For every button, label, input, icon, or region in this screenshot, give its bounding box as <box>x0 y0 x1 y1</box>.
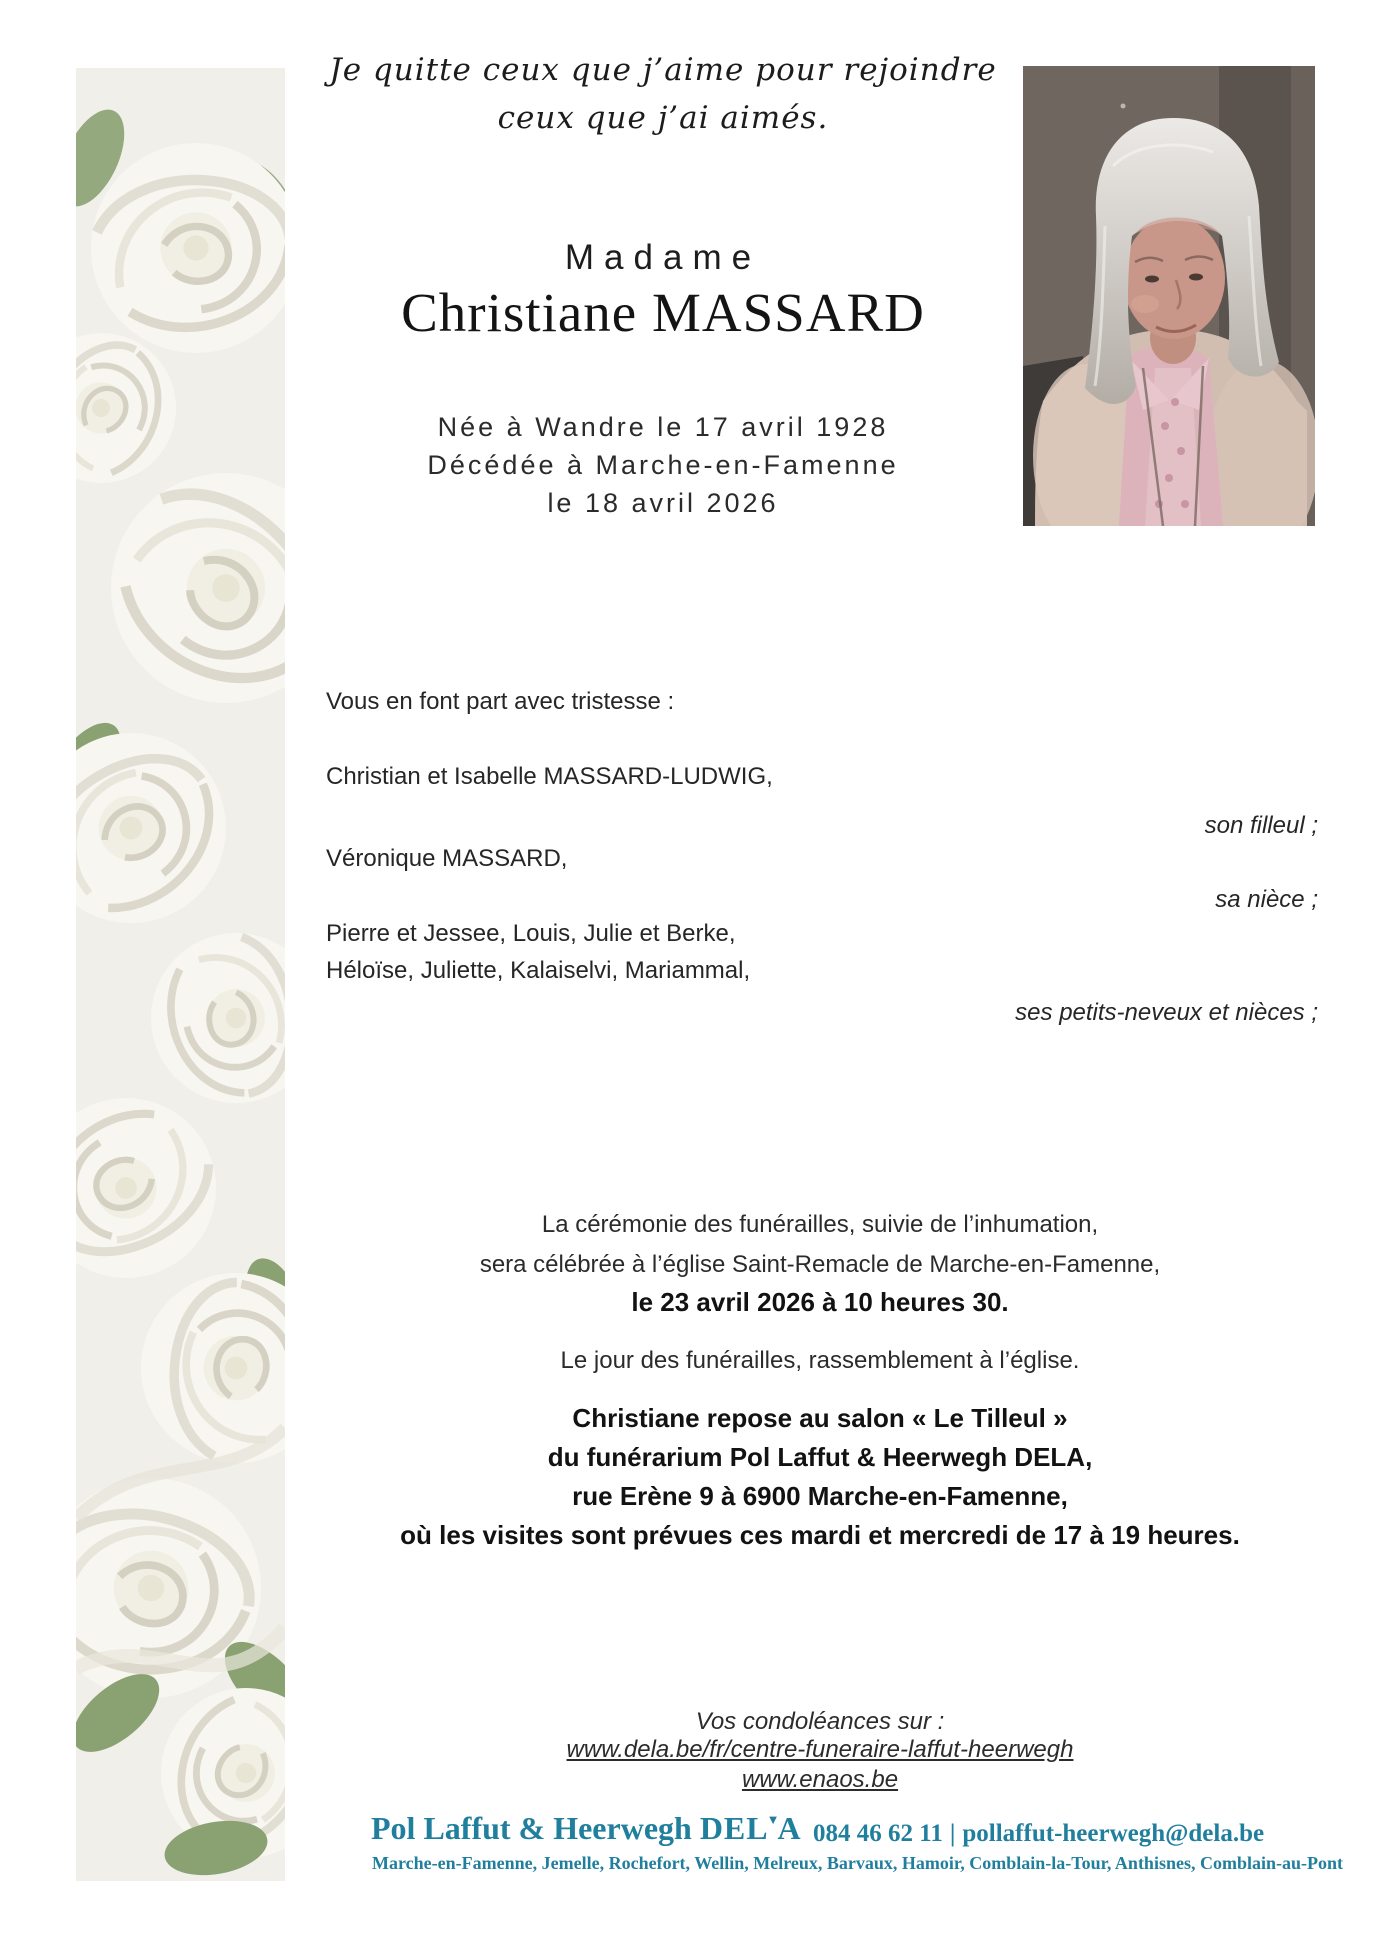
deceased-name: Christiane MASSARD <box>401 282 925 343</box>
repose-line-3: rue Erène 9 à 6900 Marche-en-Famenne, <box>572 1481 1068 1511</box>
condolences-intro: Vos condoléances sur : <box>695 1708 945 1735</box>
death-place-line: Décédée à Marche-en-Famenne <box>427 450 899 480</box>
family-names-line: Christian et Isabelle MASSARD-LUDWIG, <box>326 763 773 790</box>
brand-separator: | <box>949 1820 956 1847</box>
white-roses-illustration <box>76 68 285 1881</box>
white-roses-photo <box>76 68 285 1881</box>
quote-line-2: ceux que j’ai aimés. <box>497 100 829 136</box>
portrait-illustration <box>1023 66 1315 526</box>
repose-line-2: du funérarium Pol Laffut & Heerwegh DELA, <box>547 1442 1093 1472</box>
relation-label: ses petits-neveux et nièces ; <box>1015 999 1318 1026</box>
relation-label: son filleul ; <box>1204 812 1318 839</box>
announcement-intro: Vous en font part avec tristesse : <box>326 688 675 715</box>
memorial-quote <box>288 46 1038 142</box>
ceremony-date-line: le 23 avril 2026 à 10 heures 30. <box>631 1287 1009 1317</box>
ceremony-line-2: sera célébrée à l’église Saint-Remacle de Marche-en-Famenne, <box>479 1251 1161 1278</box>
brand-triangle-icon: ▼ <box>766 1812 780 1827</box>
condolence-link-enaos[interactable] <box>300 1766 1340 1794</box>
brand-mark-del: DEL <box>699 1810 769 1846</box>
ceremony-line-1: La cérémonie des funérailles, suivie de l’inhumation, <box>541 1211 1099 1238</box>
brand-cities: Marche-en-Famenne, Jemelle, Rochefort, Wellin, Melreux, Barvaux, Hamoir, Comblain-la-Tour, Anthisnes, Comblain-au-Pont <box>372 1853 1343 1873</box>
quote-line-1: Je quitte ceux que j’aime pour rejoindre <box>329 52 997 88</box>
brand-contact <box>813 1820 1264 1848</box>
brand-email: pollaffut-heerwegh@dela.be <box>962 1820 1265 1847</box>
brand-logo <box>371 1810 802 1847</box>
life-dates <box>288 408 1038 522</box>
relation-label: sa nièce ; <box>1215 886 1318 913</box>
gathering-line: Le jour des funérailles, rassemblement à l’église. <box>560 1347 1080 1374</box>
death-date-line: le 18 avril 2026 <box>547 488 779 518</box>
brand-phone: 084 46 62 11 <box>813 1820 943 1847</box>
portrait-photo <box>1023 66 1315 526</box>
brand-prefix: Pol Laffut & Heerwegh <box>371 1810 700 1846</box>
condolence-link-dela[interactable] <box>300 1736 1340 1764</box>
family-names-line: Héloïse, Juliette, Kalaiselvi, Mariammal, <box>326 957 751 984</box>
honorific: Madame <box>564 238 762 277</box>
condolence-link-enaos-text[interactable]: www.enaos.be <box>741 1766 899 1793</box>
repose-line-4: où les visites sont prévues ces mardi et mercredi de 17 à 19 heures. <box>400 1520 1240 1550</box>
brand-mark-a: A <box>777 1810 802 1846</box>
birth-line: Née à Wandre le 17 avril 1928 <box>437 412 889 442</box>
family-names-line: Véronique MASSARD, <box>326 845 568 872</box>
family-names-line: Pierre et Jessee, Louis, Julie et Berke, <box>326 920 736 947</box>
condolence-link-dela-text[interactable]: www.dela.be/fr/centre-funeraire-laffut-heerwegh <box>566 1736 1074 1763</box>
repose-line-1: Christiane repose au salon « Le Tilleul » <box>572 1403 1068 1433</box>
